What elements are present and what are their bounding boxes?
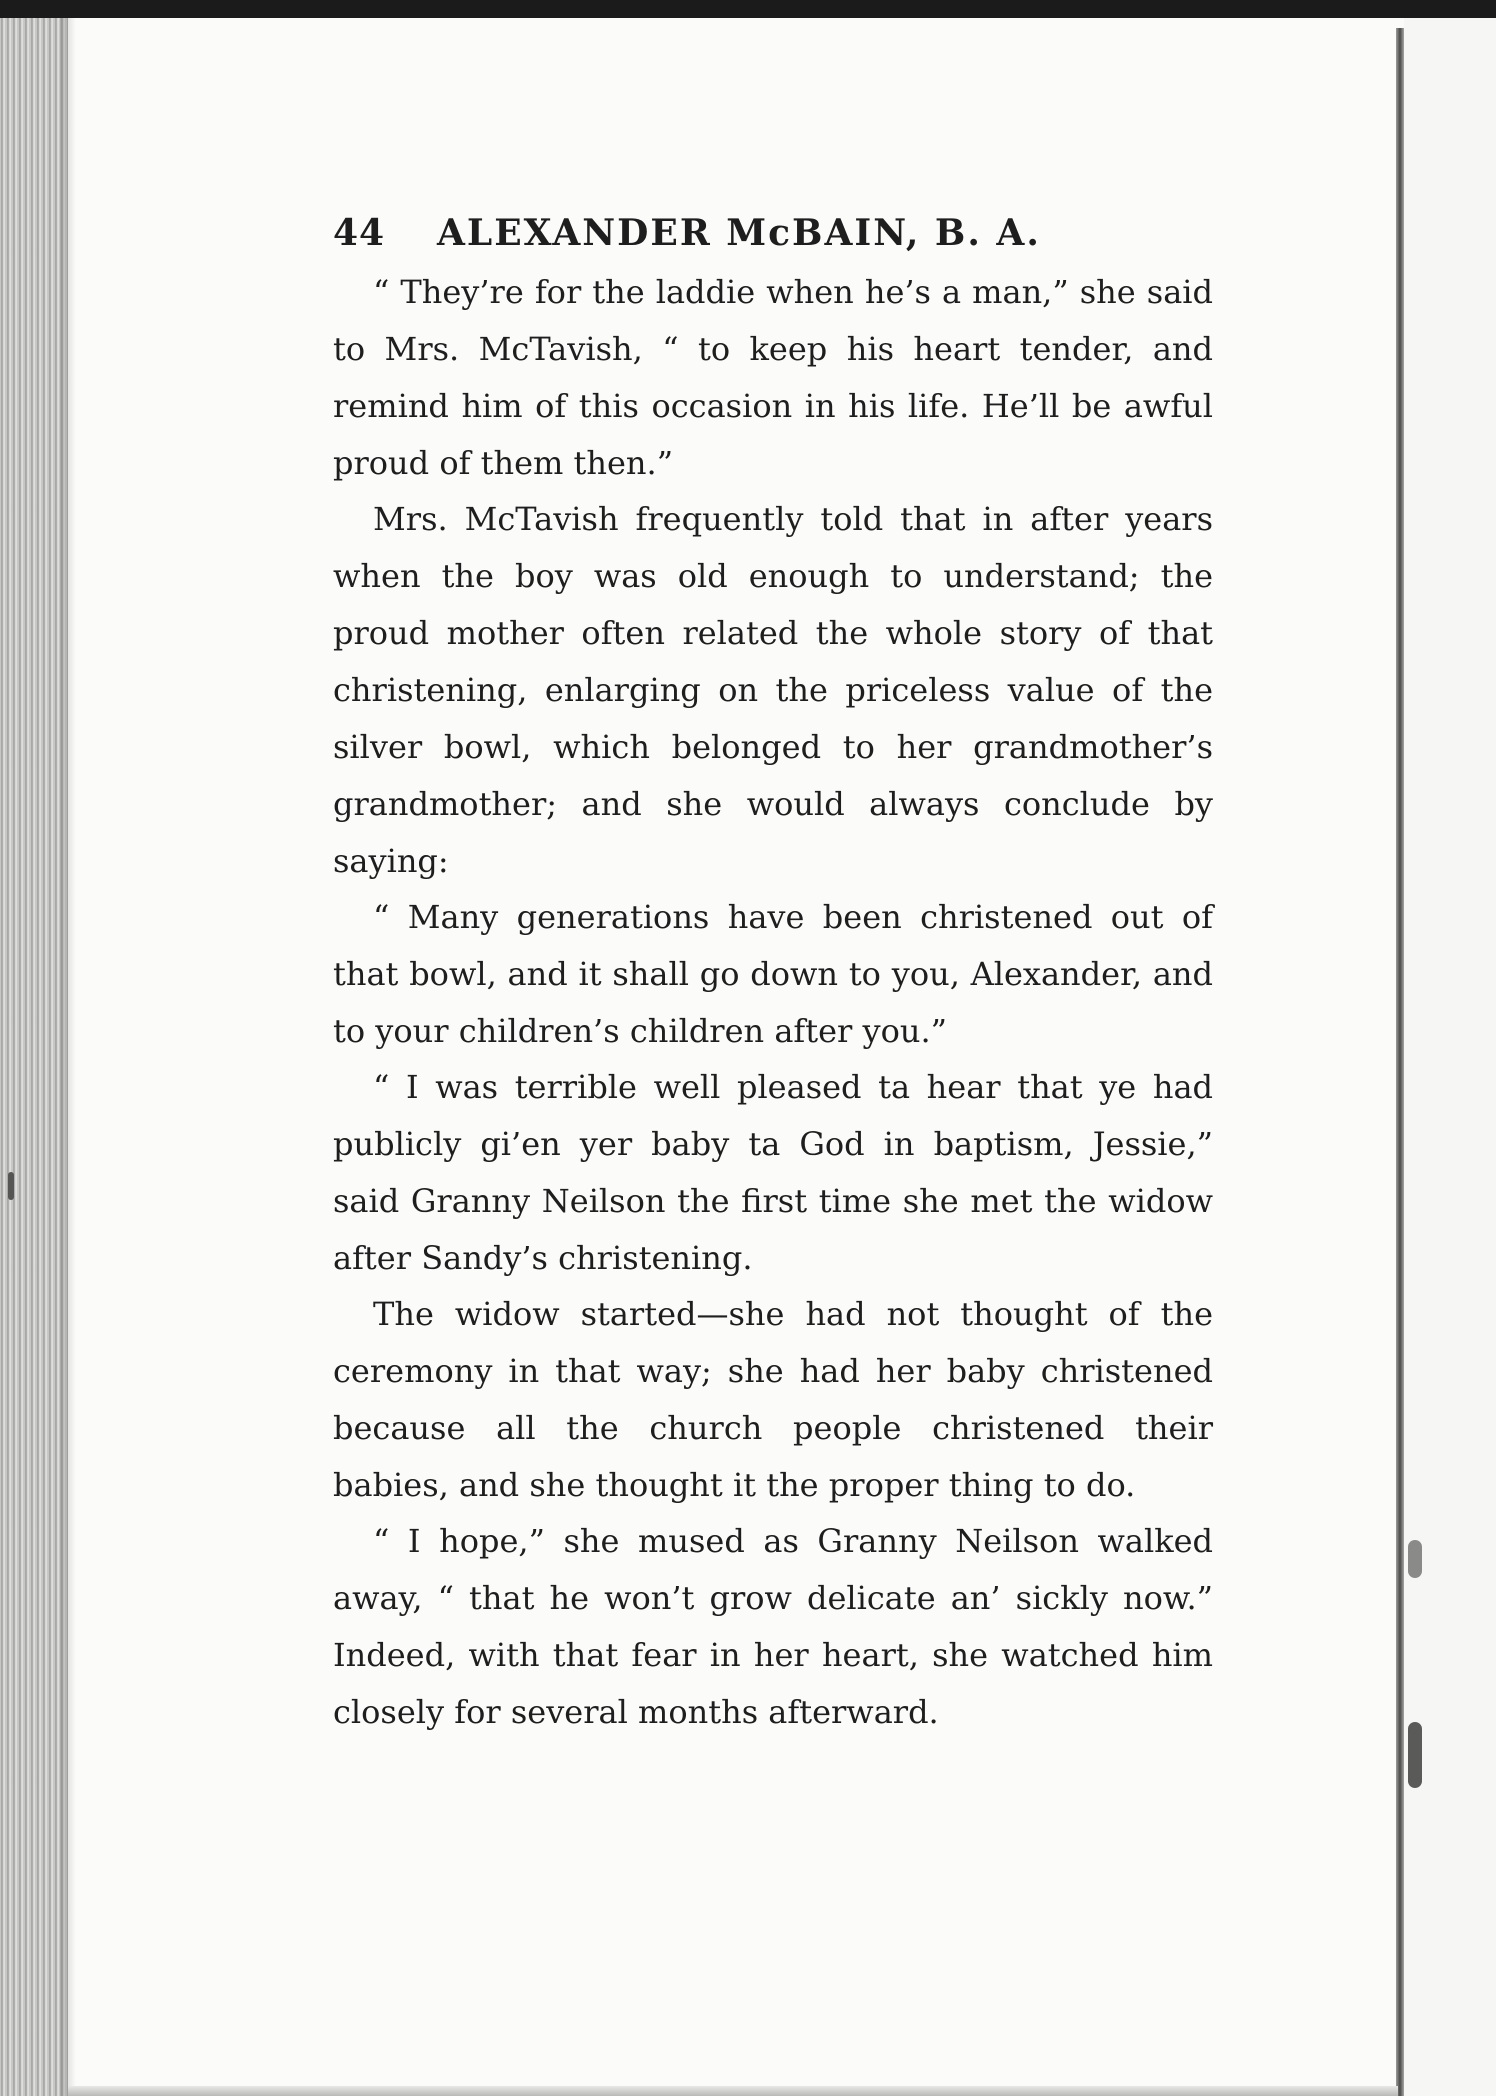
- running-head: [333, 208, 1213, 258]
- scan-bottom-border: [68, 2086, 1398, 2096]
- body-text: [333, 264, 1213, 1741]
- gutter-binding-mark: [1408, 1540, 1422, 1578]
- page-text-block: [333, 208, 1213, 1741]
- page-edge-shadow: [60, 18, 76, 2096]
- paragraph: “ Many generations have been christened out of that bowl, and it shall go down to you, Alexander, and to your children’s children after you.”: [333, 898, 1213, 1050]
- book-gutter-line: [1396, 28, 1404, 2096]
- book-page-edges: [0, 18, 68, 2096]
- paragraph: The widow started—she had not thought of the ceremony in that way; she had her baby christened because all the church people christened their babies, and she thought it the proper thing to do.: [333, 1295, 1213, 1504]
- paragraph: “ I was terrible well pleased ta hear that ye had publicly gi’en yer baby ta God in baptism, Jessie,” said Granny Neilson the first time she met the widow after Sandy’s christening.: [333, 1068, 1213, 1277]
- paragraph: “ They’re for the laddie when he’s a man,” she said to Mrs. McTavish, “ to keep his heart tender, and remind him of this occasion in his life. He’ll be awful proud of them then.”: [333, 273, 1213, 482]
- page-number: 44: [333, 212, 386, 254]
- book-title: ALEXANDER McBAIN, B. A.: [437, 212, 1041, 254]
- paragraph: Mrs. McTavish frequently told that in after years when the boy was old enough to understand; the proud mother often related the whole story of that christening, enlarging on the priceless value of the silver bowl, which belonged to her grandmother’s grandmother; and she would always conclude by saying:: [333, 500, 1213, 880]
- scan-top-border: [0, 0, 1496, 18]
- gutter-binding-mark: [1408, 1722, 1422, 1788]
- paragraph: “ I hope,” she mused as Granny Neilson walked away, “ that he won’t grow delicate an’ sickly now.” Indeed, with that fear in her heart, she watched him closely for several months afterward.: [333, 1522, 1213, 1731]
- page-edge-mark: [8, 1172, 14, 1200]
